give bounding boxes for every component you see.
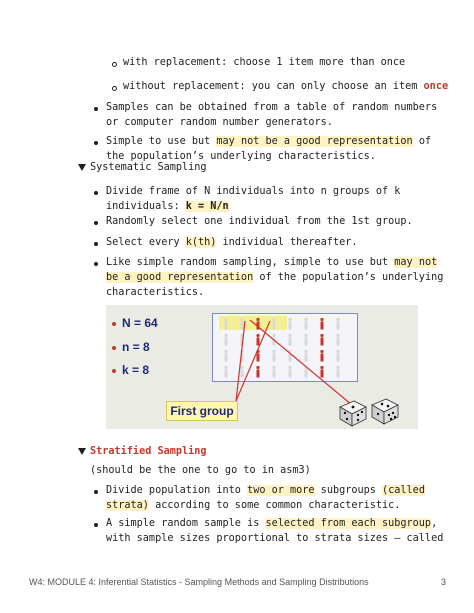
selected-person-icon xyxy=(320,366,323,378)
every-text: Select every k(th) individual thereafter. xyxy=(106,237,358,248)
person-icon xyxy=(336,366,339,378)
selected-person-icon xyxy=(320,318,323,330)
person-icon xyxy=(272,318,275,330)
person-icon xyxy=(272,350,275,362)
person-icon xyxy=(336,334,339,346)
like-text-1: Like simple random sampling, simple to use but may not xyxy=(106,257,438,268)
figure-k-label: k = 8 xyxy=(122,363,150,377)
page-number: 3 xyxy=(441,577,447,587)
srs-text-1: A simple random sample is selected from each subgroup, xyxy=(106,518,438,529)
like-text-3: characteristics. xyxy=(106,287,205,298)
bullet xyxy=(94,523,98,527)
person-icon xyxy=(304,334,307,346)
without-replacement-text: without replacement: you can only choose an item once xyxy=(123,81,449,92)
bullet xyxy=(94,490,98,494)
person-icon xyxy=(224,350,227,362)
randomly-text: Randomly select one individual from the 1st group. xyxy=(106,216,413,227)
divide-text-2: individuals: k = N/n xyxy=(106,201,229,212)
person-icon xyxy=(240,366,243,378)
should-text: (should be the one to go to in asm3) xyxy=(90,465,311,476)
collapse-triangle-icon[interactable] xyxy=(78,448,86,455)
person-icon xyxy=(288,318,291,330)
person-icon xyxy=(224,366,227,378)
page-footer: W4: MODULE 4: Inferential Statistics - Sampling Methods and Sampling Distributions xyxy=(29,577,369,587)
simple-text-1: Simple to use but may not be a good representation of xyxy=(106,136,432,147)
person-icon xyxy=(272,366,275,378)
divide-pop-text-2: strata) according to some common characteristic. xyxy=(106,500,401,511)
person-icon xyxy=(288,366,291,378)
systematic-heading: Systematic Sampling xyxy=(90,162,207,173)
selected-person-icon xyxy=(320,350,323,362)
person-icon xyxy=(224,318,227,330)
srs-text-2: with sample sizes proportional to strata sizes – called xyxy=(106,533,444,544)
samples-text-1: Samples can be obtained from a table of random numbers xyxy=(106,102,438,113)
stratified-heading: Stratified Sampling xyxy=(90,446,207,457)
figure-N-label: N = 64 xyxy=(122,316,158,330)
first-group-label: First group xyxy=(166,401,238,421)
person-icon xyxy=(304,318,307,330)
dice-icon xyxy=(336,393,406,427)
selected-person-icon xyxy=(320,334,323,346)
figure-n-label: n = 8 xyxy=(122,340,150,354)
person-icon xyxy=(336,350,339,362)
like-text-2: be a good representation of the population’s underlying xyxy=(106,272,444,283)
person-icon xyxy=(240,318,243,330)
selected-person-icon xyxy=(256,334,259,346)
simple-text-2: the population’s underlying characteristics. xyxy=(106,151,376,162)
selected-person-icon xyxy=(256,366,259,378)
person-icon xyxy=(288,334,291,346)
divide-text-1: Divide frame of N individuals into n groups of k xyxy=(106,186,401,197)
person-icon xyxy=(304,350,307,362)
with-replacement-text: with replacement: choose 1 item more than once xyxy=(123,57,406,68)
divide-pop-text-1: Divide population into two or more subgroups (called xyxy=(106,485,425,496)
samples-text-2: or computer random number generators. xyxy=(106,117,333,128)
person-icon xyxy=(224,334,227,346)
person-icon xyxy=(336,318,339,330)
